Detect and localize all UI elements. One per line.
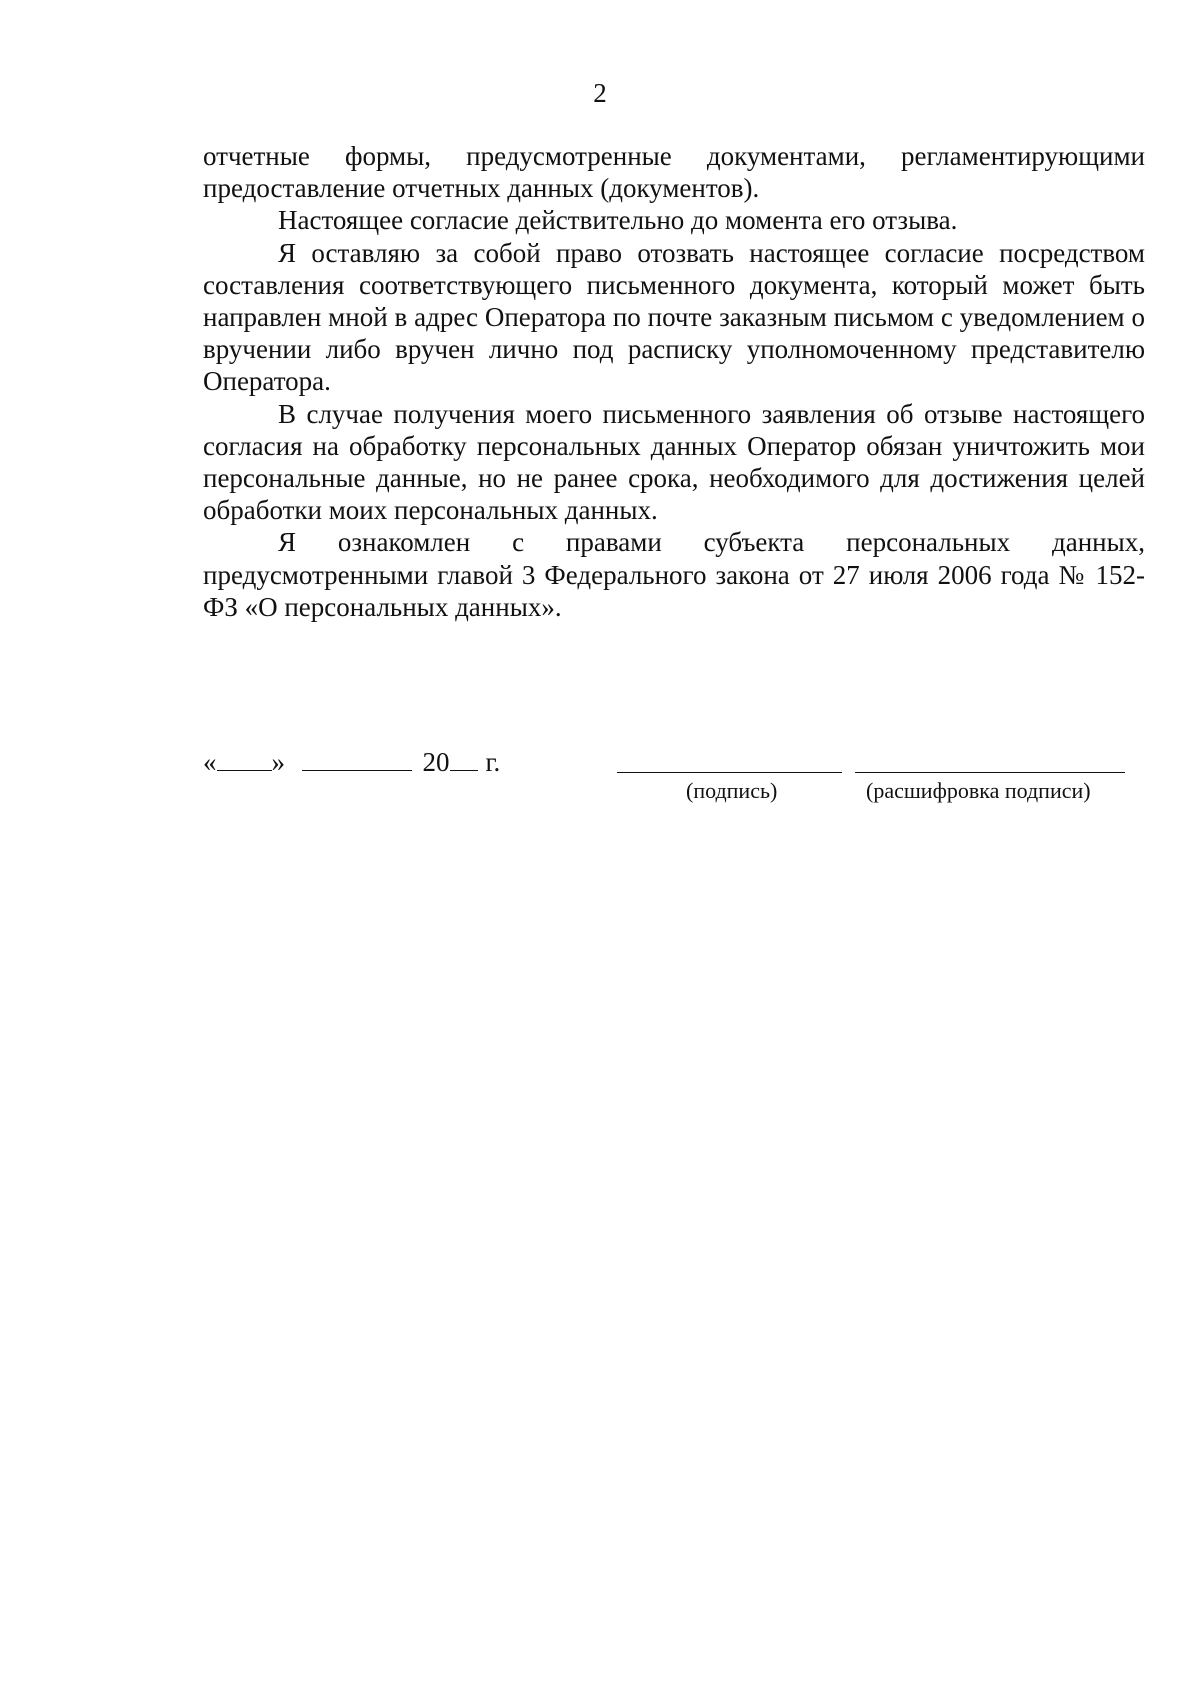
year-prefix: 20 [422,747,450,777]
date-close-quote: » [271,747,285,777]
date-field [203,747,500,777]
date-open-quote: « [203,747,217,777]
year-blank[interactable] [450,748,478,771]
month-blank[interactable] [302,748,412,771]
signature-caption: (подпись) [686,778,778,803]
paragraph-consent-validity: Настоящее согласие действительно до момента его отзыва. [278,205,958,236]
paragraph-revocation-processing: В случае получения моего письменного заявления об отзыве настоящего согласия на обработку персональных данных Оператор обязан уничтожить мои персональные данные, но не ранее срока, необходимого для достижения целей обработки моих персональных данных. [203,398,1145,526]
paragraph-right-to-revoke: Я оставляю за собой право отозвать настоящее согласие посредством составления соответствующего письменного документа, который может быть направлен мной в адрес Оператора по почте заказным письмом с уведомлением о вручении либо вручен лично под расписку уполномоченному представителю Оператора. [203,237,1145,397]
year-suffix: г. [485,747,501,777]
page-number: 2 [593,78,607,108]
signature-decoding-caption: (расшифровка подписи) [866,778,1091,803]
day-blank[interactable] [217,748,272,771]
signature-line[interactable] [617,772,842,773]
paragraph-reporting-forms: отчетные формы, предусмотренные документами, регламентирующими предоставление отчетных данных (документов). [203,141,1145,204]
signature-decoding-line[interactable] [855,772,1125,773]
document-body [203,140,1145,623]
paragraph-rights-acknowledgement: Я ознакомлен с правами субъекта персональных данных, предусмотренными главой 3 Федерального закона от 27 июля 2006 года № 152-ФЗ «О персональных данных». [203,527,1145,622]
